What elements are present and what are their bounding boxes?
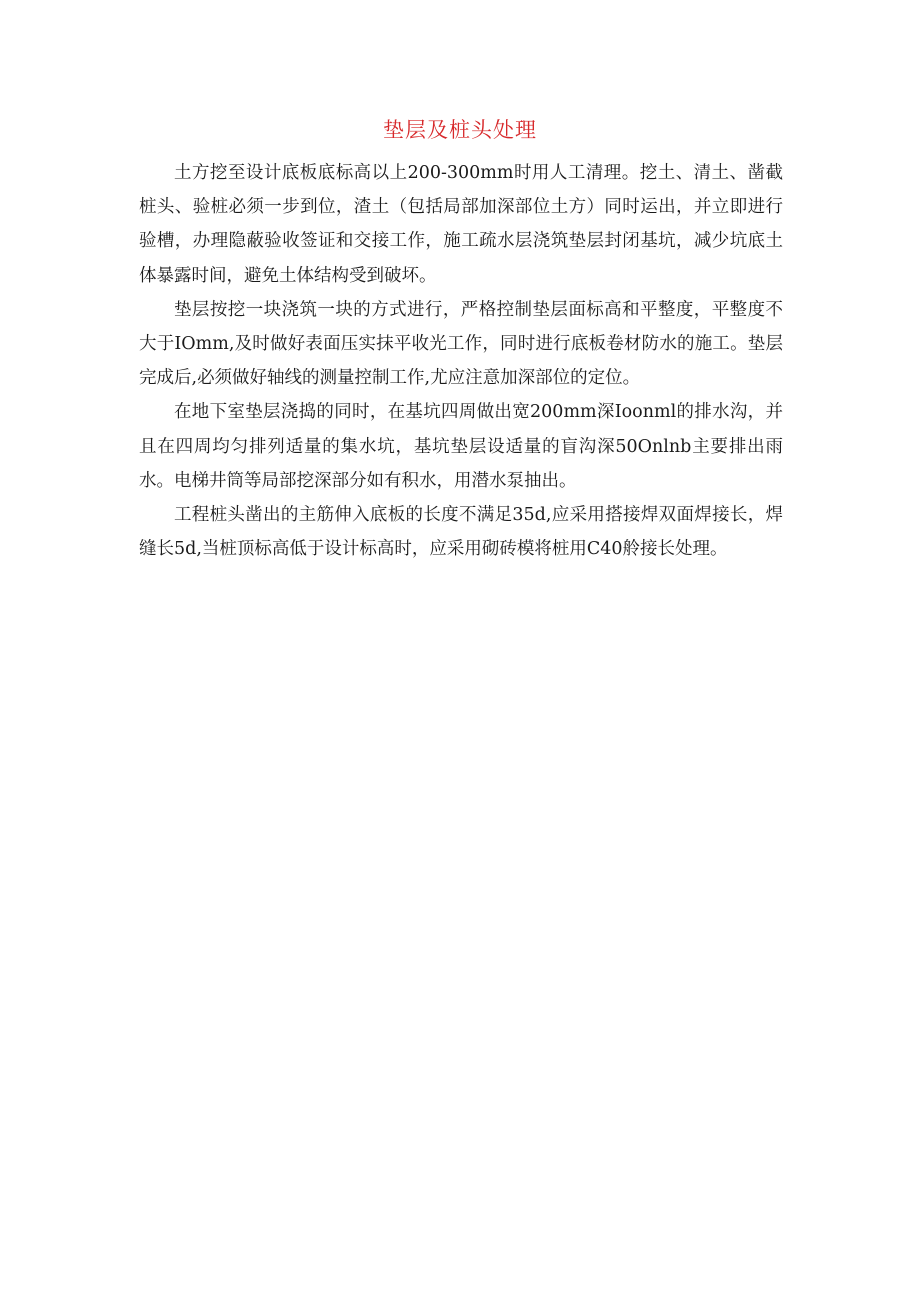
paragraph-cushion-layer: 垫层按挖一块浇筑一块的方式进行，严格控制垫层面标高和平整度，平整度不大于IOmm,及时做好表面压实抹平收光工作，同时进行底板卷材防水的施工。垫层完成后,必须做好轴线的测量控制工作,尤应注意加深部位的定位。: [139, 299, 783, 389]
paragraph-pile-head: 工程桩头凿出的主筋伸入底板的长度不满足35d,应采用搭接焊双面焊接长，焊缝长5d,当桩顶标高低于设计标高时，应采用砌砖模将桩用C40舲接长处理。: [139, 505, 783, 560]
paragraph-drainage: 在地下室垫层浇捣的同时，在基坑四周做出宽200mm深Ioonml的排水沟，并且在四周均匀排列适量的集水坑，基坑垫层设适量的盲沟深50Onlnb主要排出雨水。电梯井筒等局部挖深部分如有积水，用潜水泵抽出。: [139, 402, 783, 491]
document-body: [139, 156, 783, 566]
document-title: 垫层及桩头处理: [383, 118, 537, 142]
paragraph-excavation-cleanup: 土方挖至设计底板底标高以上200-300mm时用人工清理。挖土、清土、凿截桩头、验桩必须一步到位，渣土（包括局部加深部位土方）同时运出，并立即进行验槽，办理隐蔽验收签证和交接工作，施工疏水层浇筑垫层封闭基坑，减少坑底土体暴露时间，避免土体结构受到破坏。: [139, 163, 783, 286]
